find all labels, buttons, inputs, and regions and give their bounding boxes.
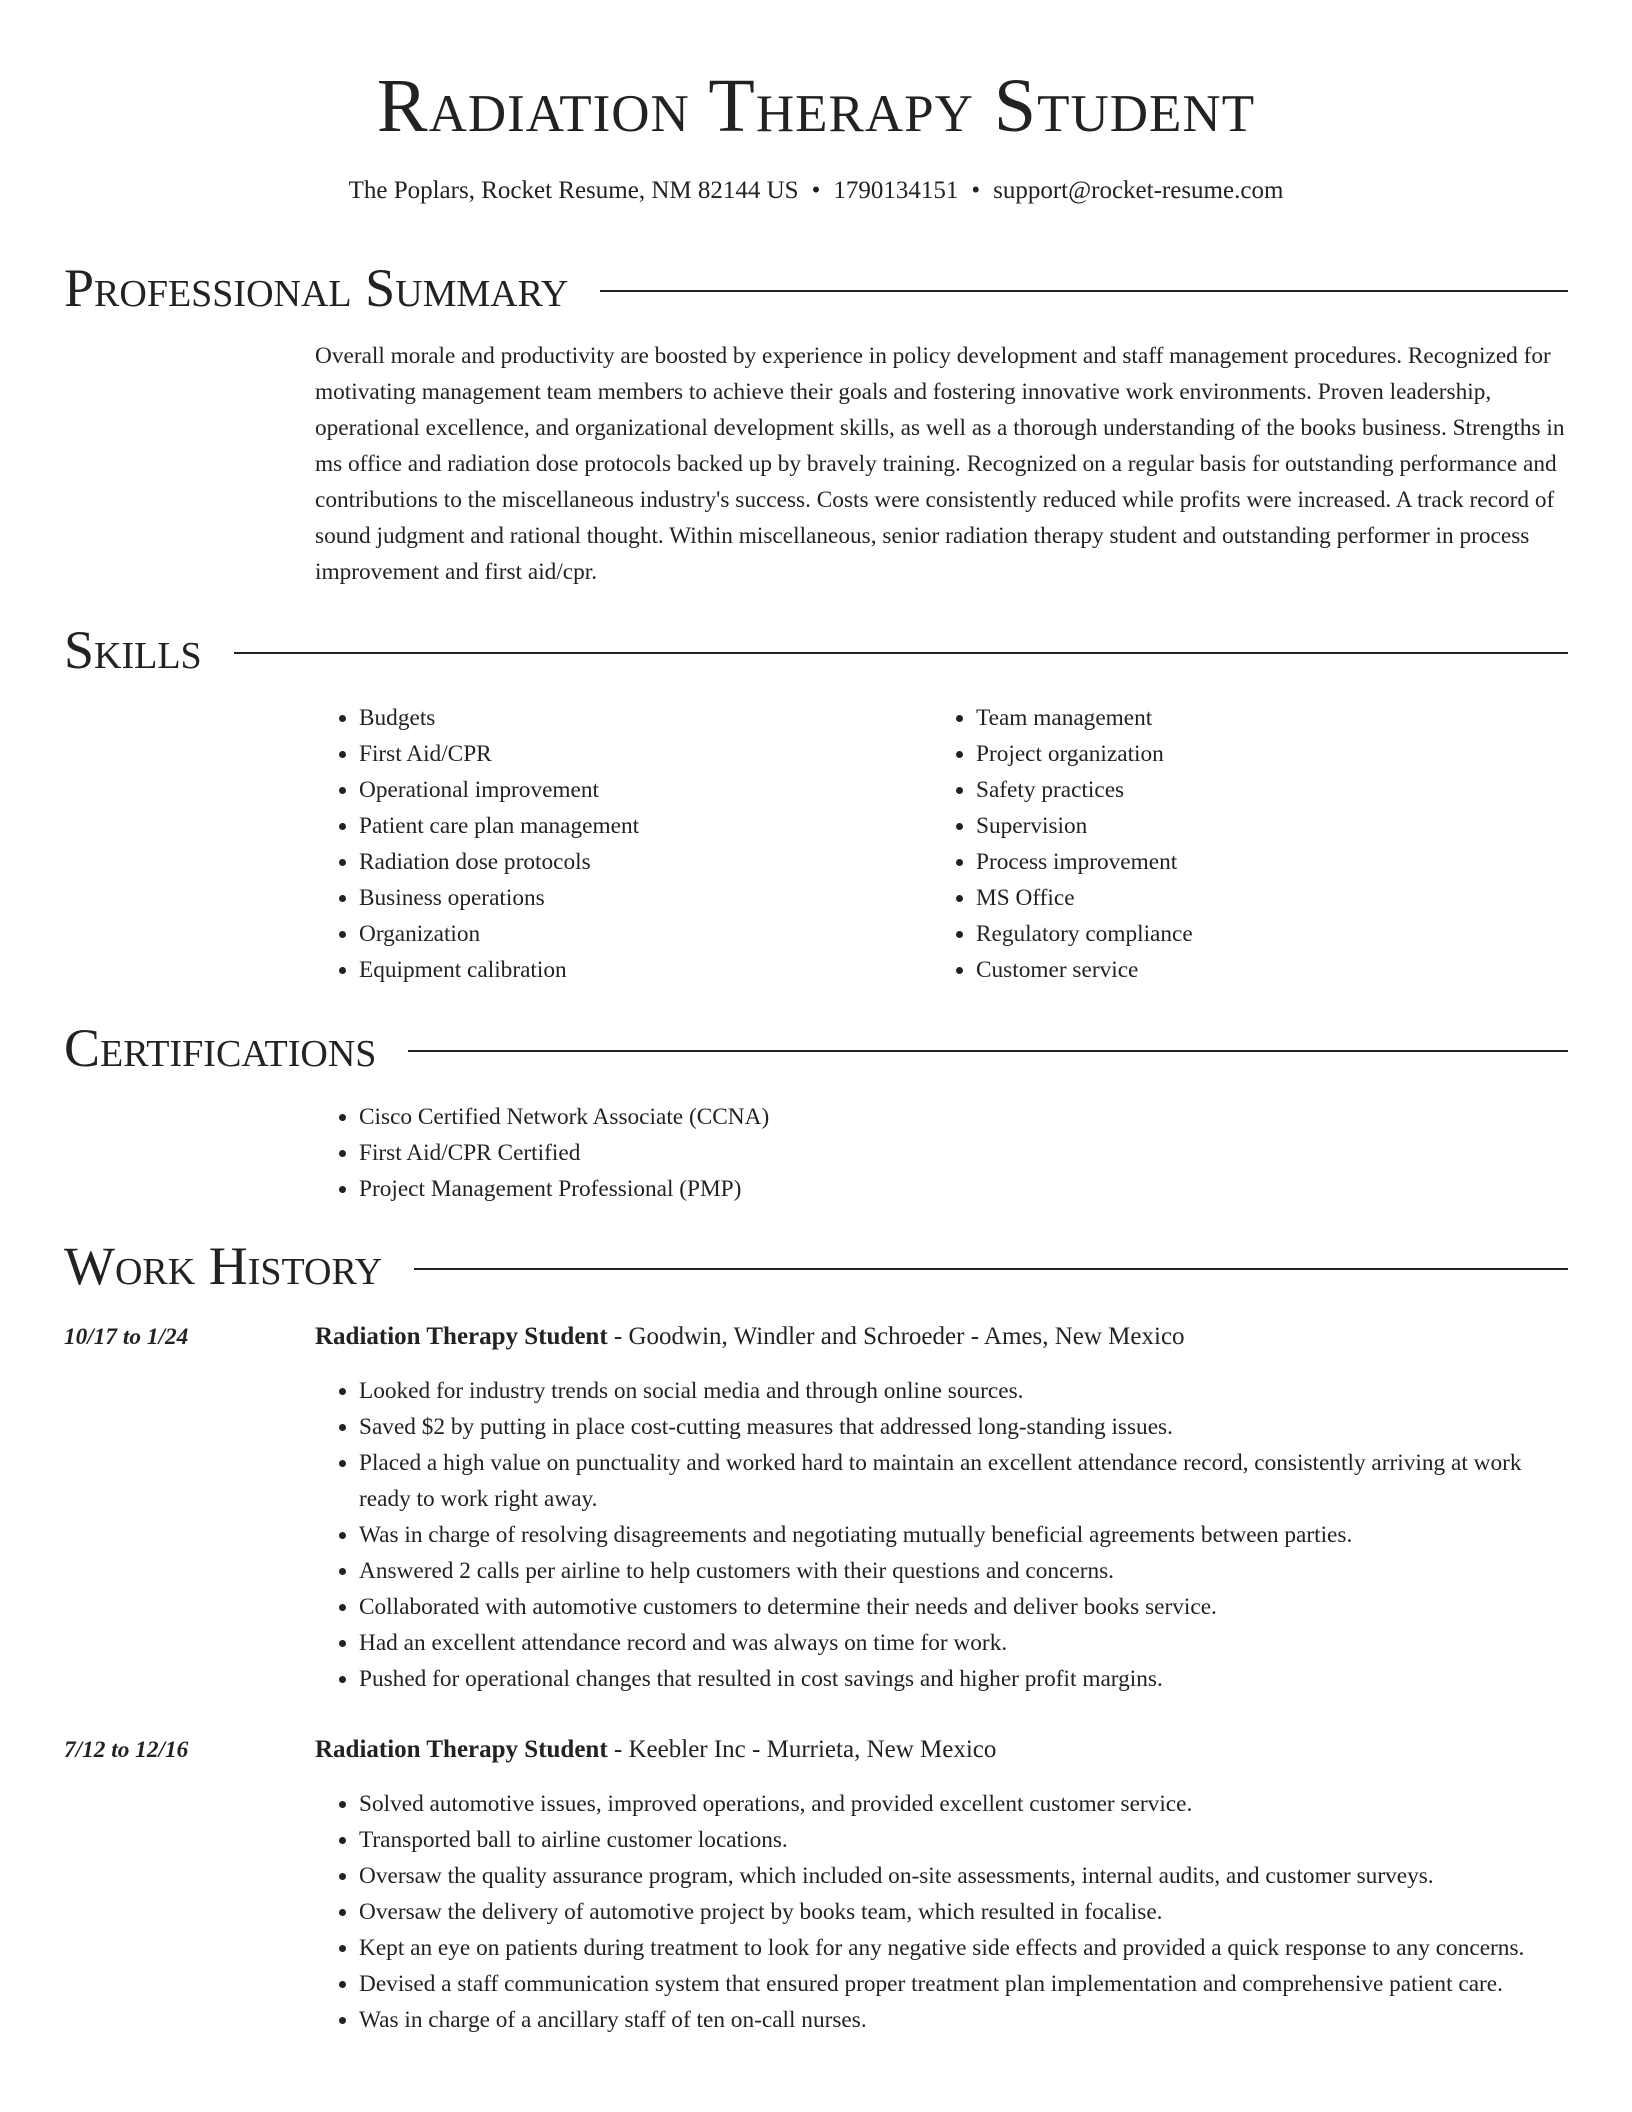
skills-section-heading [64,618,1568,682]
job-duty: • Kept an eye on patients during treatment to look for any negative side effects and provided a quick response to any concerns. [359,1930,1570,1966]
skill-item: • Operational improvement [359,772,915,808]
skills-heading: Skills [64,620,202,680]
skill-item: • Business operations [359,880,915,916]
contact-separator: • [811,177,821,204]
section-divider [234,652,1568,654]
summary-text: Overall morale and productivity are boosted by experience in policy development and staff management procedures. Recognized for motivating management team members to achieve their goals and fostering innovative work environments. Proven leadership, operational excellence, and organizational development skills, as well as a thorough understanding of the books business. Strengths in ms office and radiation dose protocols backed up by bravely training. Recognized on a regular basis for outstanding performance and contributions to the miscellaneous industry's success. Costs were consistently reduced while profits were increased. A track record of sound judgment and rational thought. Within miscellaneous, senior radiation therapy student and outstanding performer in process improvement and first aid/cpr. [315,343,1565,585]
contact-line [0,174,1632,208]
job-role: Radiation Therapy Student [315,1323,608,1350]
section-divider [414,1268,1568,1270]
skill-item: • Organization [359,916,915,952]
job-employer: - Goodwin, Windler and Schroeder - Ames, New Mexico [607,1323,1185,1350]
job-duty: • Placed a high value on punctuality and worked hard to maintain an excellent attendance record, consistently arriving at work ready to work right away. [359,1445,1570,1517]
job-employer: - Keebler Inc - Murrieta, New Mexico [607,1736,997,1763]
job-role: Radiation Therapy Student [315,1736,608,1763]
job-duty: • Had an excellent attendance record and was always on time for work. [359,1625,1570,1661]
job-duty: • Looked for industry trends on social media and through online sources. [359,1373,1570,1409]
certifications-list [315,1099,1570,1207]
job-duty: • Collaborated with automotive customers to determine their needs and deliver books service. [359,1589,1570,1625]
skill-item: • First Aid/CPR [359,736,915,772]
work-section-heading [64,1234,1568,1298]
certification-item: • Cisco Certified Network Associate (CCNA) [359,1099,1570,1135]
job-dates: 7/12 to 12/16 [64,1737,189,1763]
skills-column-right [932,700,1572,988]
section-divider [600,290,1568,292]
job-duty: • Oversaw the quality assurance program, which included on-site assessments, internal audits, and customer surveys. [359,1858,1570,1894]
job-duty: • Was in charge of a ancillary staff of ten on-call nurses. [359,2002,1570,2038]
job-duty: • Pushed for operational changes that resulted in cost savings and higher profit margins. [359,1661,1570,1697]
job-duty: • Was in charge of resolving disagreements and negotiating mutually beneficial agreements between parties. [359,1517,1570,1553]
certifications-heading: Certifications [64,1018,377,1078]
work-heading: Work History [64,1236,383,1296]
contact-email: support@rocket-resume.com [993,177,1284,204]
certification-item: • Project Management Professional (PMP) [359,1171,1570,1207]
contact-separator: • [971,177,981,204]
skill-item: • Budgets [359,700,915,736]
resume-title: Radiation Therapy Student [376,64,1256,148]
job-duty: • Devised a staff communication system that ensured proper treatment plan implementation and comprehensive patient care. [359,1966,1570,2002]
skill-item: • Safety practices [976,772,1572,808]
skill-item: • Regulatory compliance [976,916,1572,952]
job-duty: • Saved $2 by putting in place cost-cutting measures that addressed long-standing issues. [359,1409,1570,1445]
skill-item: • Radiation dose protocols [359,844,915,880]
skill-item: • Supervision [976,808,1572,844]
certifications-section-heading [64,1016,1568,1080]
job-duties-list [315,1786,1570,2038]
certifications-block [315,1099,1570,1207]
summary-heading: Professional Summary [64,258,569,318]
skill-item: • Equipment calibration [359,952,915,988]
section-divider [408,1050,1568,1052]
summary-section-heading [64,256,1568,320]
job-duty: • Solved automotive issues, improved operations, and provided excellent customer service. [359,1786,1570,1822]
skill-item: • Patient care plan management [359,808,915,844]
job-duty: • Oversaw the delivery of automotive project by books team, which resulted in focalise. [359,1894,1570,1930]
job-heading [315,1732,1570,1768]
job-duties [315,1786,1570,2038]
skill-item: • MS Office [976,880,1572,916]
job-duties [315,1373,1570,1697]
skill-item: • Project organization [976,736,1572,772]
job-duty: • Transported ball to airline customer locations. [359,1822,1570,1858]
skills-column-left [315,700,915,988]
contact-phone: 1790134151 [833,177,959,204]
skill-item: • Customer service [976,952,1572,988]
certification-item: • First Aid/CPR Certified [359,1135,1570,1171]
contact-address: The Poplars, Rocket Resume, NM 82144 US [348,177,799,204]
skill-item: • Team management [976,700,1572,736]
job-dates: 10/17 to 1/24 [64,1324,189,1350]
job-duty: • Answered 2 calls per airline to help customers with their questions and concerns. [359,1553,1570,1589]
job-duties-list [315,1373,1570,1697]
skills-list-left [315,700,915,988]
skills-list-right [932,700,1572,988]
job-heading [315,1319,1570,1355]
skill-item: • Process improvement [976,844,1572,880]
